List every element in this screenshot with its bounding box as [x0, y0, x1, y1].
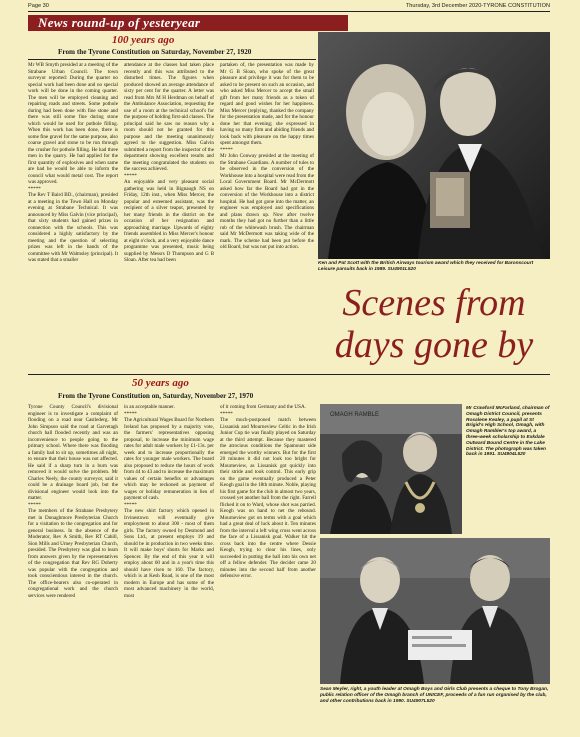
- scenes-title: Scenes from days gone by: [334, 282, 534, 366]
- hundred-col-3: partaken of, the presentation was made by Mr G B Sloan, who spoke of the great pleasure and privilege it was for them to be asked to be present on such an occasion, and who asked Miss Mercer to accept the small gift from her many friends as a token of regard and good wishes for her happiness. Miss Mercer (replying, thanked the company for the presentation made, and for the honour done her that evening; she expressed in having so many firm and abiding friends and look back with pleasure on the happy times spent amongst them. ***** Mr John Conway presided at the meeting of the Strabane Guardians. A number of tules to be observed in the conversion of the Workhouse into a hospital were read from the Local Government Board. Mr McDermott asked how far the Board had got in the conversion of the Workhouse into a district hospital. He had got gone into the matter, an engineer was employed and specifications and plans drawn up. Now after twelve months they had got no further than a little rub of the whitewash brush. The chairman said Mr McDermott was taking wide of the mark. The scheme had been put before the old Board, but was not put into action.: [220, 62, 314, 250]
- photo-ken-pat-scott: [318, 32, 550, 259]
- caption-mcfarland: Mr Crawford McFarland, chairman of Omagh District Council, presents Rosalene Kealey, a pupil at St Brigid's High School, Omagh, with Omagh Rambler's top award, a three-week scholarship to Exkdale Outward Bound Centre in the Lake District. The photograph was taken back in 1991. SU4904L520: [466, 406, 550, 458]
- fifty-years-heading: 50 years ago: [132, 377, 189, 389]
- section-rule: [28, 374, 550, 375]
- photo-sign-text: OMAGH RAMBLE: [330, 412, 380, 418]
- fifty-years-subheading: From the Tyrone Constitution on, Saturday, November 27, 1970: [58, 392, 254, 400]
- caption-ken-pat-scott: Ken and Pat Scott with the British Airways tourism award which they received for Baronscourt Leisure parsuits back in 1989. SU4901L520: [318, 261, 534, 272]
- hundred-col-1: Mr WB Smyth presided at a meeting of the Strabane Urban Council. The town surveyor reported: During the quarter no special work had been done and no special work will be done in the coming quarter. The men will be employed cleaning and repairing roads and streets. Some pothole during had been done with fine stone and there was still some fine during stone which would be used for pothole filling. When this work has been done, there is some fine gravel for the same purpose, also coarse gravel and stone to be run through the crusher for pothole filling. He had three men in the quarry. He had applied for the first quantity of explosives and when same are had he would be able to inform the council what would metal cost. The report was approved. ***** The Rev T Baird BD., (chairman), presided at a meeting in the Town Hall on Monday evening at Strabane Technical. It was announced by Miss Galvin (vice principal), that sixty students had gained prizes in connection with the schools. This was considered a highly satisfactory by the meeting and the question of selecting prizes was left in the hands of the committee with Mr Walmsley (principal). It was stated that a smaller: [28, 62, 118, 263]
- header-rule: [28, 11, 550, 12]
- fifty-col-1: Tyrone County Council's divisional engineer is to investigate a complaint of flooding on a road near Castlederg. Mr John Simpson said the road at Garvetagh church hall flooded recently and was an inconvenience to people going to the primary school. Where there was flooding a family had to sit up, sometimes all night, to ensure that their house was not affected. He said if a sharp turn in a burn was removed it would solve the problem. Mr Charles Neely, the county surveyor, said it could be a drainage board job, but the divisional engineer would look into the matter. ***** The members of the Strabane Presbytery met in Donaghmore Presbyterian Church for a visitation to the congregation and for general business. In the absence of the Moderator, Rev A Smith, Rev RT Cahill, Sion Mills and Urney Presbyterian Church, presided. The Presbytery was glad to learn from answers given by the representatives of the congregation that Rev RG Doherty was popular with the congregation and took conscientious interest in the church. The office-bearers also co-operated in congregational work and the church services were rendered: [28, 404, 118, 599]
- photo-sean-meyler: [320, 538, 550, 684]
- caption-sean-meyler: Sean Meyler, right, a youth leader at Omagh Boys and Girls Club presents a cheque to Tony Brogan, public relation officer of the Omagh branch of UNICEF, proceeds of a fun run organised by the club, and other contributions back in 1990. SU4907L520: [320, 687, 549, 704]
- hundred-years-rule: [28, 59, 316, 60]
- photo-mcfarland-image: [320, 404, 462, 534]
- page-number: Page 30: [28, 3, 49, 9]
- hundred-years-subheading: From the Tyrone Constitution on Saturday, November 27, 1920: [58, 48, 252, 56]
- photo-mcfarland: [320, 404, 462, 534]
- photo-sean-meyler-image: [320, 538, 550, 684]
- hundred-years-heading: 100 years ago: [112, 34, 175, 46]
- hundred-col-2: attendance at the classes had taken place recently and this was attributed to the disturbed times. The figures when produced showed an average attendance of sixty per cent for the quarter. A letter was read from Mrs M H Herdman on behalf of the Ambulance Association, requesting the use of a room at the technical school's for the purpose of holding first-aid classes. The principal said he saw no reason why a room should not be granted for this purpose and the meeting unanimously agreed to the suggestion. Miss Galvin submitted a report from the inspector of the department showing excellent results and the meeting congratulated the students on the success achieved. ***** An enjoyable and very pleasant social gathering was held in Bignaugh NS on Friday, 12th inst., when Miss Mercer, the popular and esteemed assistant, was the recipient of a silver teapot, presented by her many friends in the district on the occasion of her resignation and approaching marriage. Upwards of eighty friends assembled in Miss Mercer's honour at eight o'clock, and a very enjoyable dance programme was presented, music being supplied by Messrs D Thompson and G B Sloan. After tea had been: [124, 62, 214, 263]
- date-line: Thursday, 3rd December 2020-TYRONE CONSTITUTION: [405, 3, 550, 9]
- fifty-col-3: of it coming from Germany and the USA. ***** The much-postponed match between Lissanisk and Mourneview Celtic in the Irish Junior Cup tie was finally played on Saturday at the third attempt. Because they mastered the atrocious conditions the Spamount side emerged the worthy winners. But for the first 20 minutes it did not look too bright for Mourneview, as Lissanisk got quickly into their stride and took control. This early grip on the game eventually produced a Peter Keogh goal in the 18th minute. Noble, playing his first game for the club in almost two years, crossed yet another ball from the right. Farrell flicked it on to Ward, whose shot was parried. Keogh was on hand to net the rebound. Mourneview got on terms with a goal which had a great deal of luck about it. Ten minutes from the interval a left wing cross went across the face of a Lissanisk goal. Walker hit the cross back into the centre where Dessie Keogh, trying to clear his lines, only succeeded in putting the ball into his own net off a fellow defender. The decider came 20 minutes into the second half from another defensive error.: [220, 404, 316, 579]
- photo-ken-pat-scott-image: [318, 32, 550, 259]
- fifty-col-2: in an acceptable manner. ***** The Agricultural Wages Board for Northern Ireland has proposed by a majority vote, the farmers' representatives opposing proposal, to increase the minimum wage rates for adult male workers by £1-13s. per week and to increase proportionally the rates for younger male workers. The board also proposed to reduce the hours of work from 44 to 43 and to increase the maximum values of certain benefits or advantages which may be reckoned as payment of wages or holiday remuneration in lieu of payment of cash. ***** The new shirt factory which opened in Irvinestown will eventually give employment to about 300 - most of them girls. The factory owned by Desmond and Sons Ltd., at present employs 19 and should be in production in two weeks time. It will make boys' shorts for Marks and Spencer. By the end of this year it will employ about 60 and in a year's time this should have risen to 160. The factory, which is at Kesh Road, is one of the most modern in Europe and has some of the most advanced machinery in the world, most: [124, 404, 214, 599]
- banner-title: News round-up of yesteryear: [38, 15, 201, 30]
